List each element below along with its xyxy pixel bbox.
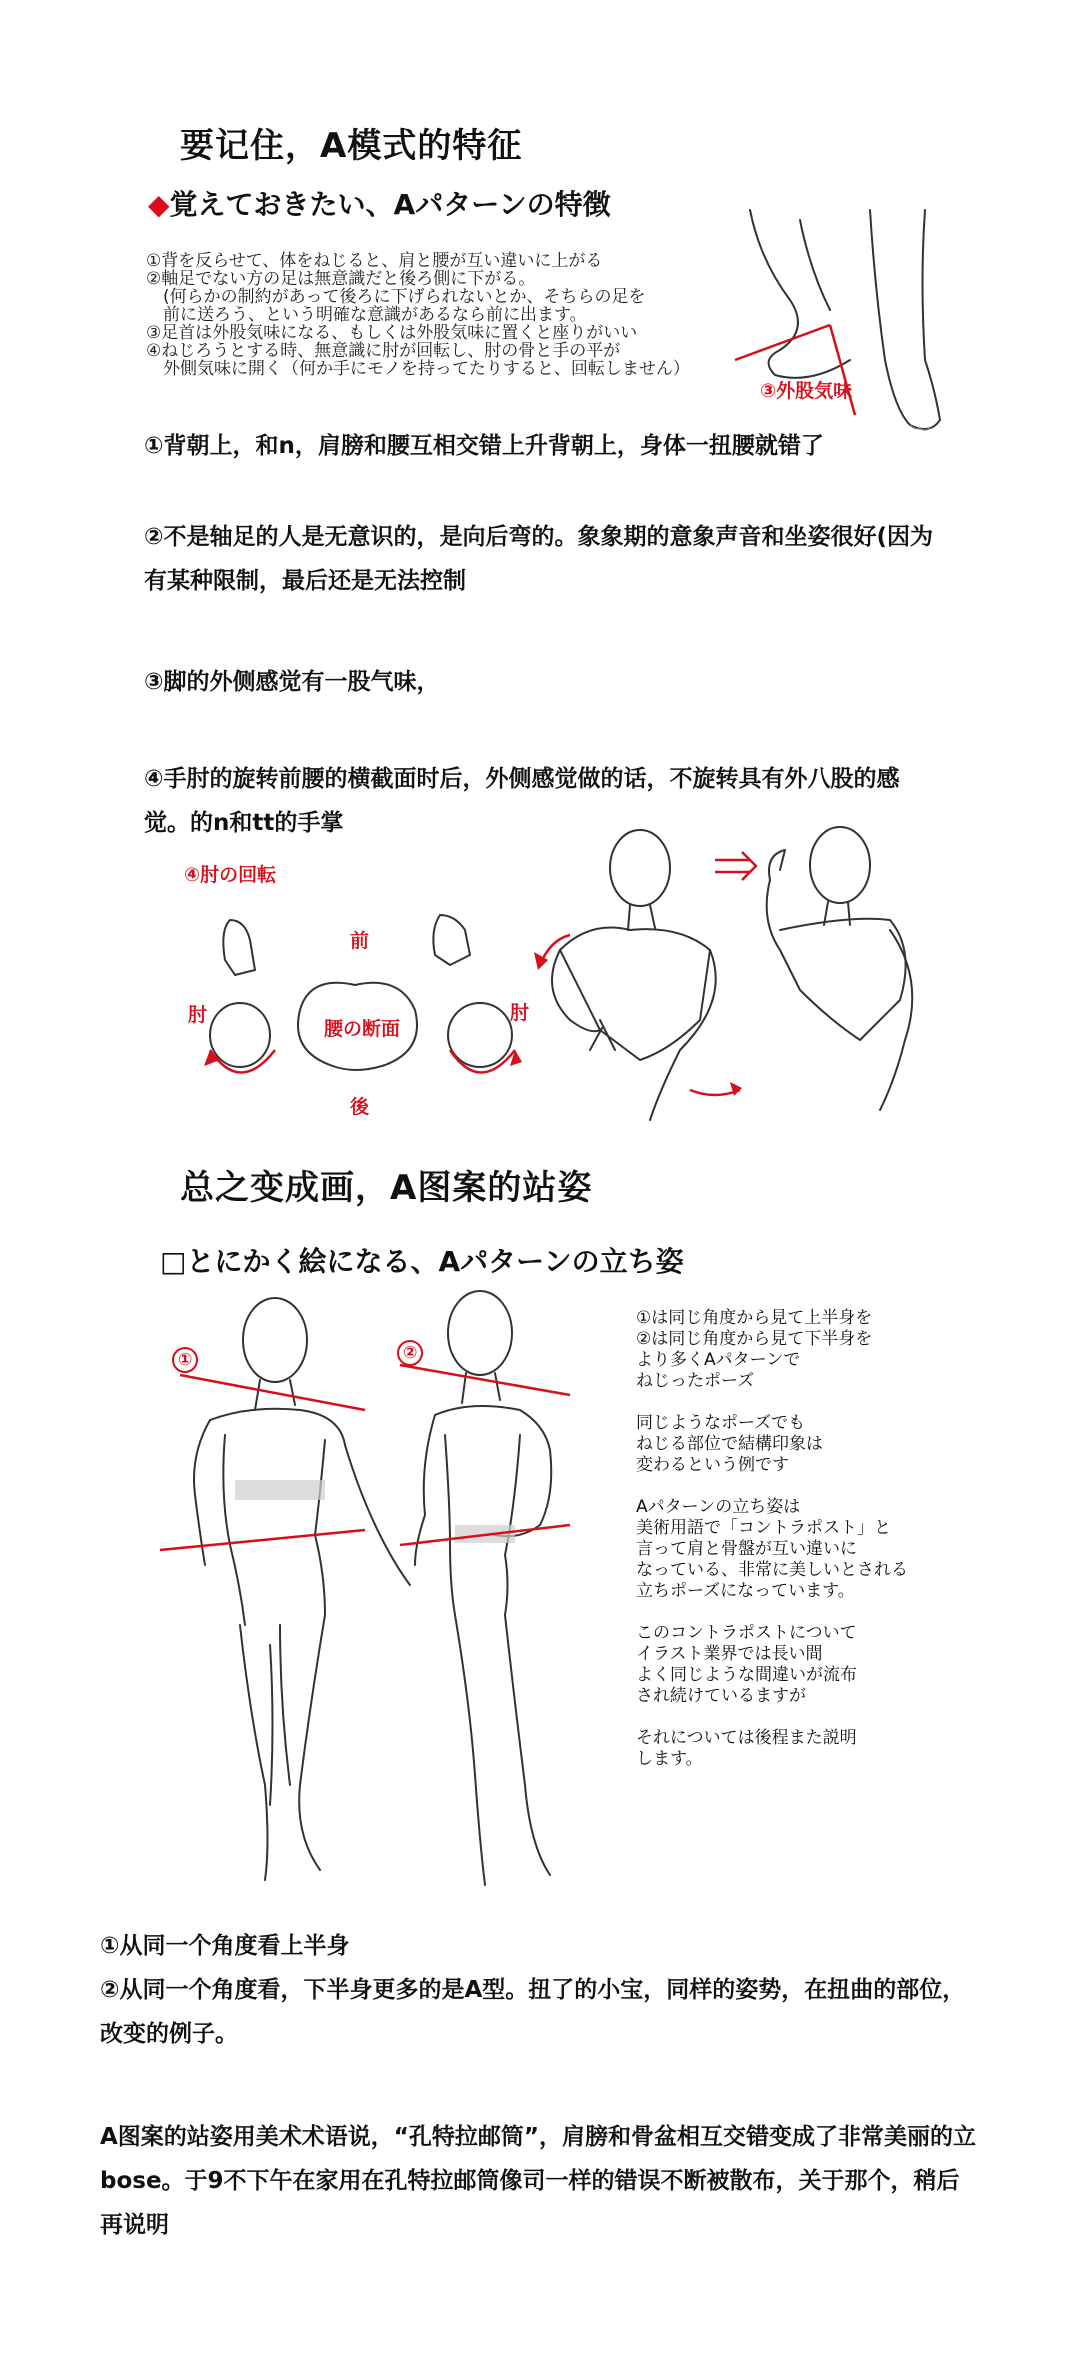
- jp-note-block: Aパターンの立ち姿は 美術用語で「コントラポスト」と 言って肩と骨盤が互い違いに なっている、非常に美しいとされる 立ちポーズになっています。: [636, 1497, 908, 1601]
- jp-note-line: 前に送ろう、という明確な意識があるなら前に出ます。: [146, 305, 587, 325]
- jp-note-line: ①背を反らせて、体をねじると、肩と腰が互い違いに上がる: [146, 251, 603, 271]
- jp-note-line: ②軸足でない方の足は無意識だと後ろ側に下がる。: [146, 269, 536, 289]
- section2-jp-notes: [636, 1308, 1056, 1770]
- label-elbow-left: 肘: [188, 1004, 208, 1026]
- section1-jp-notes: [146, 252, 746, 378]
- feet-illustration: [720, 200, 960, 440]
- section1-title-cn: 要记住，A模式的特征: [180, 126, 523, 166]
- section1-title-jp-text: 覚えておきたい、Aパターンの特徴: [169, 188, 611, 221]
- torso-rotation-figures: [530, 820, 930, 1130]
- section2-cn-p1: ①从同一个角度看上半身 ②从同一个角度看，下半身更多的是A型。扭了的小宝，同样的姿势，在扭曲的部位，改变的例子。: [100, 1933, 966, 2047]
- section1-cn-p1: ①背朝上，和n，肩膀和腰互相交错上升背朝上，身体一扭腰就错了: [144, 433, 824, 459]
- diamond-bullet-icon: ◆: [148, 188, 170, 221]
- jp-note-block: このコントラポストについて イラスト業界では長い間 よく同じような間違いが流布 され続けているますが: [636, 1623, 857, 1706]
- section2-title-cn: 总之变成画，A图案的站姿: [180, 1168, 593, 1208]
- elbow-rotation-title: ④肘の回転: [184, 864, 277, 886]
- jp-note-line: ④ねじろうとする時、無意識に肘が回転し、肘の骨と手の平が: [146, 341, 621, 361]
- jp-note-line: (何らかの制約があって後ろに下げられないとか、そちらの足を: [146, 287, 646, 307]
- section1-title-jp: [148, 183, 611, 223]
- label-front: 前: [350, 930, 370, 952]
- foot-label: ③外股気味: [760, 380, 853, 402]
- jp-note-line: 外側気味に開く（何か手にモノを持ってたりすると、回転しません）: [146, 359, 690, 379]
- figure-label-1: ①: [178, 1350, 193, 1370]
- jp-note-block: それについては後程また説明 します。: [636, 1728, 857, 1769]
- section1-cn-p3: ③脚的外侧感觉有一股气味，: [144, 669, 440, 695]
- section1-cn-p2: ②不是轴足的人是无意识的，是向后弯的。象象期的意象声音和坐姿很好(因为有某种限制，最后还是无法控制: [144, 524, 933, 594]
- figure-label-2: ②: [403, 1343, 418, 1363]
- standing-figures: [150, 1285, 630, 1905]
- section1-cn-p4: ④手肘的旋转前腰的横截面时后，外侧感觉做的话，不旋转具有外八股的感觉。的n和tt的手掌: [144, 766, 900, 836]
- section2-cn-p2: A图案的站姿用美术术语说，“孔特拉邮筒”，肩膀和骨盆相互交错变成了非常美丽的立bose。于9不下午在家用在孔特拉邮筒像司一样的错误不断被散布，关于那个，稍后再说明: [100, 2124, 977, 2238]
- jp-note-block: 同じようなポーズでも ねじる部位で結構印象は 変わるという例です: [636, 1413, 823, 1475]
- section2-title-jp: □とにかく絵になる、Aパターンの立ち姿: [160, 1245, 684, 1278]
- jp-note-line: ③足首は外股気味になる、もしくは外股気味に置くと座りがいい: [146, 323, 638, 343]
- label-back: 後: [350, 1096, 370, 1118]
- jp-note-block: ①は同じ角度から見て上半身を ②は同じ角度から見て下半身を より多くAパターンで ねじったポーズ: [636, 1308, 873, 1391]
- label-elbow-right: 肘: [510, 1002, 530, 1024]
- label-waist-section: 腰の断面: [324, 1018, 401, 1040]
